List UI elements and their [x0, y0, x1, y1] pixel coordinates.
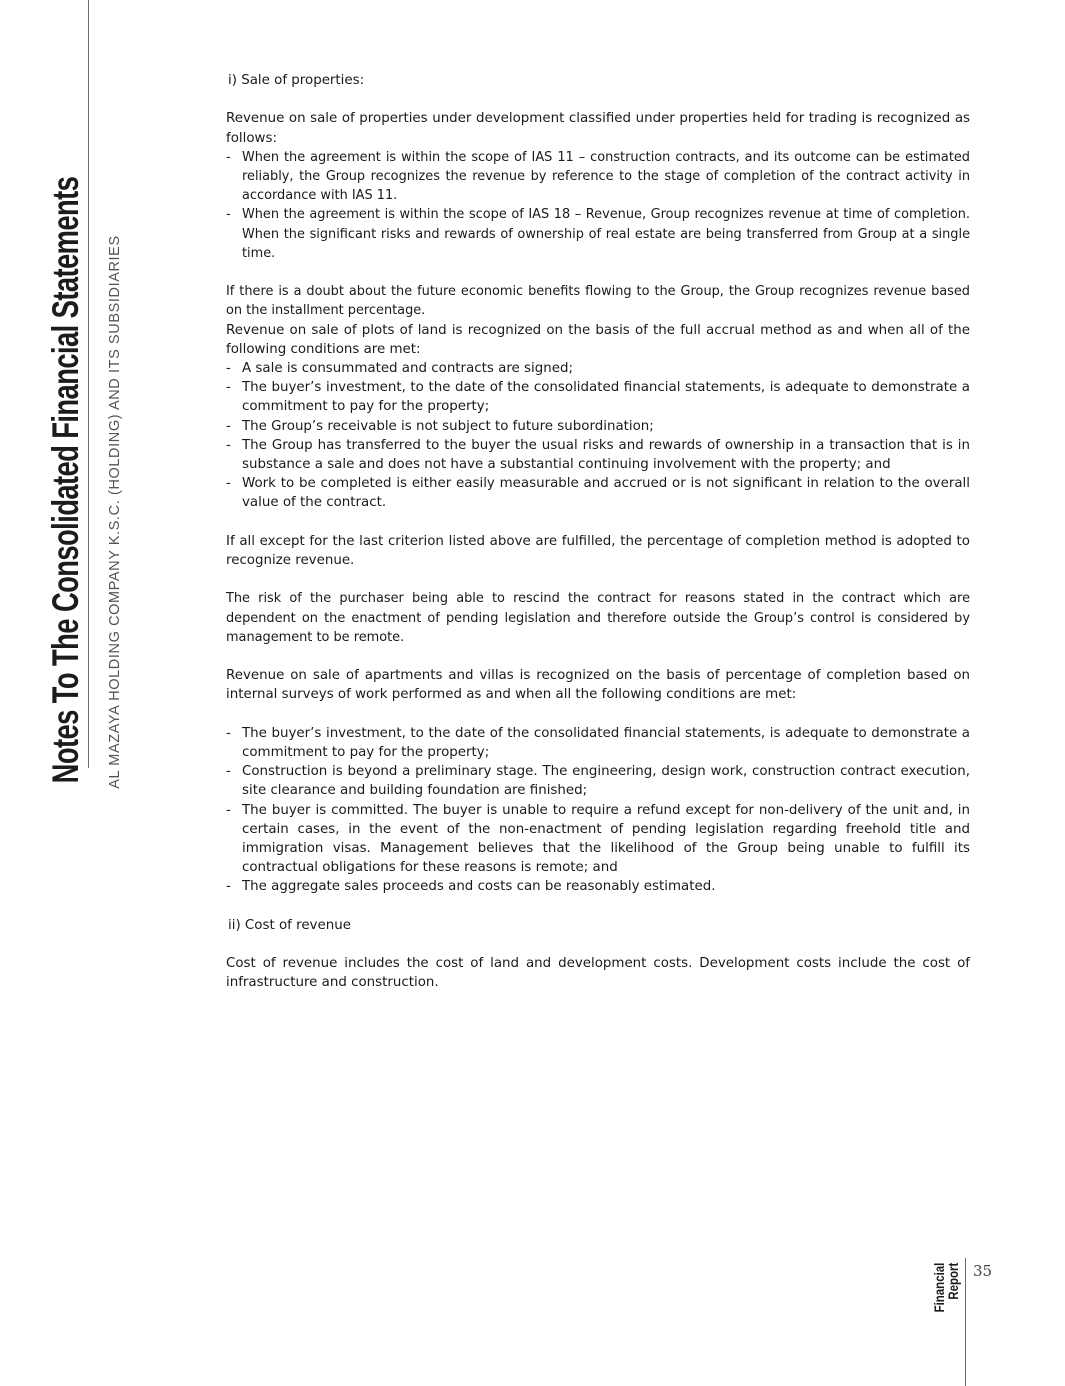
list-item: - Work to be completed is either easily measurable and accrued or is not significant in relation to the overall value of the contract.	[226, 476, 970, 511]
list-item: - The buyer’s investment, to the date of the consolidated financial statements, is adequate to demonstrate a commitment to pay for the property;	[226, 380, 970, 415]
footer-label-line1: Financial	[931, 1262, 947, 1313]
list-item: - The Group has transferred to the buyer the usual risks and rewards of ownership in a transaction that is in substance a sale and does not have a substantial continuing involvement with the property; and	[226, 437, 970, 473]
list-marker: -	[226, 361, 231, 377]
footer-label-line2: Report	[945, 1262, 961, 1300]
list-item: - Construction is beyond a preliminary stage. The engineering, design work, construction contract execution, site clearance and building foundation are finished;	[226, 764, 970, 799]
footer-divider	[965, 1258, 966, 1386]
paragraph-last-criterion: If all except for the last criterion listed above are fulfilled, the percentage of completion method is adopted to recognize revenue.	[226, 533, 970, 569]
list-marker: -	[226, 802, 231, 818]
list-item: - The aggregate sales proceeds and costs can be reasonably estimated.	[226, 877, 970, 896]
paragraph-rescind-risk: The risk of the purchaser being able to rescind the contract for reasons stated in the contract which are dependent on the enactment of pending legislation and therefore outside the Group’s control is considered by management to be remote.	[226, 591, 970, 645]
paragraph-installment-percentage: If there is a doubt about the future economic benefits flowing to the Group, the Group recognizes revenue based on the installment percentage.	[226, 284, 970, 319]
paragraph-cost-of-revenue: Cost of revenue includes the cost of land and development costs. Development costs include the cost of infrastructure and construction.	[226, 956, 970, 991]
list-marker: -	[226, 418, 231, 434]
list-item: - A sale is consummated and contracts are signed;	[226, 359, 970, 378]
sidebar-subtitle: AL MAZAYA HOLDING COMPANY K.S.C. (HOLDING) AND ITS SUBSIDIARIES	[107, 235, 123, 789]
list-item: - The buyer’s investment, to the date of the consolidated financial statements, is adequate to demonstrate a commitment to pay for the property;	[226, 725, 970, 761]
sidebar-divider	[88, 0, 89, 768]
sidebar-title: Notes To The Consolidated Financial Statements	[45, 176, 86, 784]
paragraph-plots-of-land: Revenue on sale of plots of land is recognized on the basis of the full accrual method as and when all of the following conditions are met:	[226, 322, 970, 357]
page-number: 35	[973, 1262, 993, 1280]
list-marker: -	[226, 149, 231, 165]
list-item: - When the agreement is within the scope of IAS 18 – Revenue, Group recognizes revenue at time of completion. When the significant risks and rewards of ownership of real estate are being transferred from Group at a single time.	[226, 207, 970, 261]
list-item: - The Group’s receivable is not subject to future subordination;	[226, 417, 970, 436]
list-marker: -	[226, 879, 231, 895]
list-marker: -	[226, 380, 231, 396]
list-marker: -	[226, 476, 231, 492]
section-heading-cost-of-revenue: ii) Cost of revenue	[228, 917, 351, 933]
footer-report-label	[932, 1263, 960, 1324]
list-marker: -	[226, 207, 231, 223]
page-body	[226, 71, 970, 993]
list-marker: -	[226, 725, 231, 741]
list-marker: -	[226, 437, 231, 453]
section-heading-sale-of-properties: i) Sale of properties:	[228, 73, 365, 88]
list-item: - When the agreement is within the scope of IAS 11 – construction contracts, and its outcome can be estimated reliably, the Group recognizes the revenue by reference to the stage of completion of the contract activity in accordance with IAS 11.	[226, 149, 970, 204]
list-item: - The buyer is committed. The buyer is unable to require a refund except for non-delivery of the unit and, in certain cases, in the event of the non-enactment of pending legislation regarding freehold title and immigration visas. Management believes that the likelihood of the Group being unable to fulfill its contractual obligations for these reasons is remote; and	[226, 802, 970, 876]
list-marker: -	[226, 764, 231, 780]
paragraph-revenue-properties-under-development: Revenue on sale of properties under development classified under properties held for trading is recognized as follows:	[226, 111, 970, 146]
paragraph-apartments-villas: Revenue on sale of apartments and villas is recognized on the basis of percentage of completion based on internal surveys of work performed as and when all the following conditions are met:	[226, 668, 970, 703]
